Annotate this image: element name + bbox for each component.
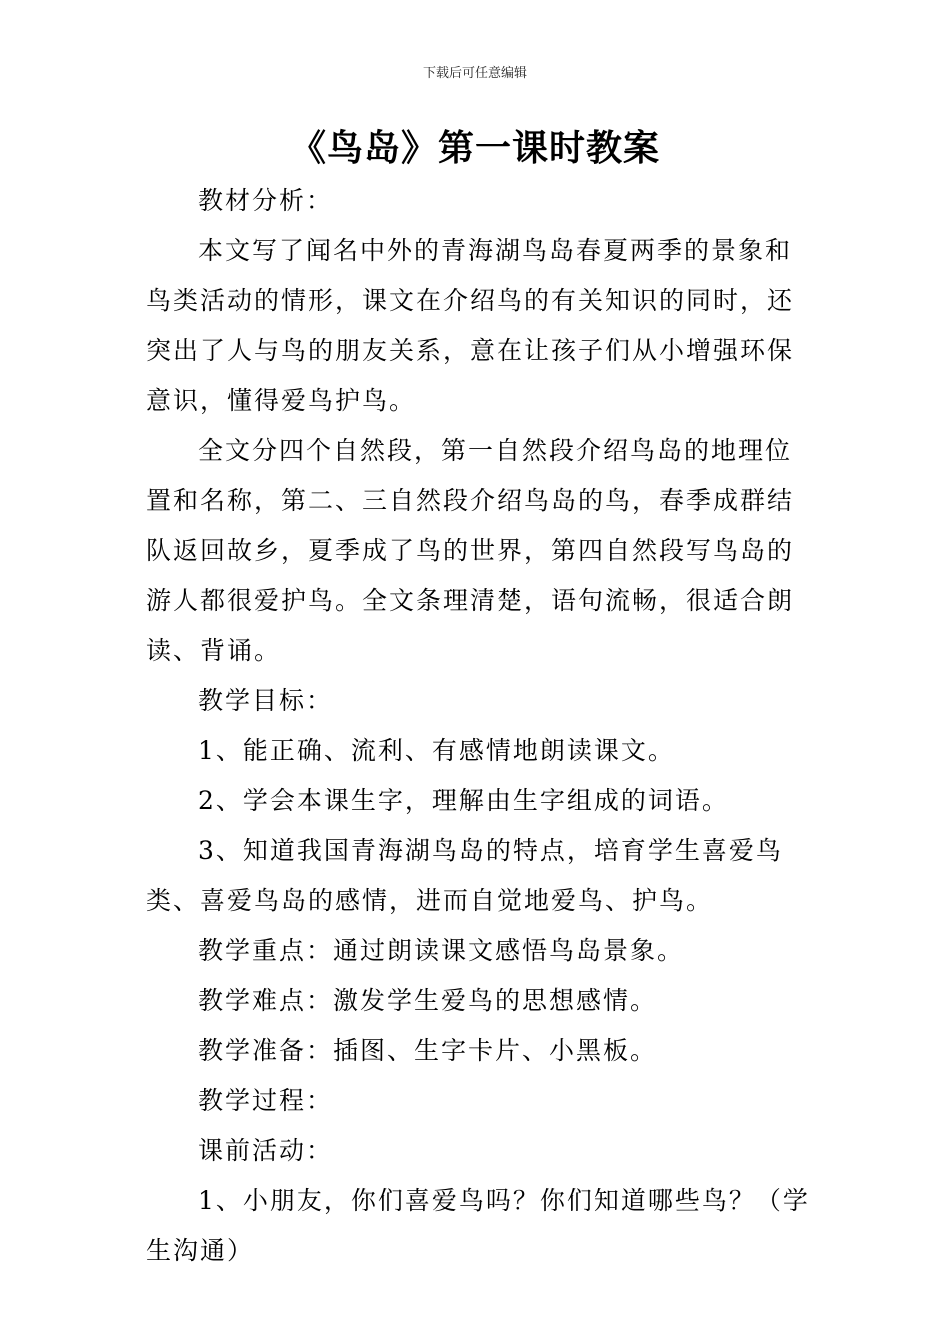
header-note: 下载后可任意编辑 xyxy=(422,66,527,81)
paragraph-text-structure: 全文分四个自然段，第一自然段介绍鸟岛的地理位置和名称，第二、三自然段介绍鸟岛的鸟，春季成群结队返回故乡，夏季成了鸟的世界，第四自然段写鸟岛的游人都很爱护鸟。全文条理清楚，语句流畅，很适合朗读、背诵。 xyxy=(146,436,795,665)
document-body xyxy=(146,176,810,1276)
teaching-key-point: 教学重点：通过朗读课文感悟鸟岛景象。 xyxy=(198,936,685,965)
activity-item-1: 1、小朋友，你们喜爱鸟吗？你们知道哪些鸟？（学生沟通） xyxy=(146,1186,810,1265)
paragraph-text-summary: 本文写了闻名中外的青海湖鸟岛春夏两季的景象和鸟类活动的情形，课文在介绍鸟的有关知识的同时，还突出了人与鸟的朋友关系，意在让孩子们从小增强环保意识，懂得爱鸟护鸟。 xyxy=(146,236,795,415)
goal-item-3: 3、知道我国青海湖鸟岛的特点，培育学生喜爱鸟类、喜爱鸟岛的感情，进而自觉地爱鸟、护鸟。 xyxy=(146,836,783,915)
goal-item-1: 1、能正确、流利、有感情地朗读课文。 xyxy=(198,736,675,765)
document-title: 《鸟岛》第一课时教案 xyxy=(289,128,660,169)
teaching-difficulty: 教学难点：激发学生爱鸟的思想感情。 xyxy=(198,986,658,1015)
teaching-preparation: 教学准备：插图、生字卡片、小黑板。 xyxy=(198,1036,658,1065)
section-heading-pre-class-activity: 课前活动： xyxy=(198,1136,334,1165)
section-heading-material-analysis: 教材分析： xyxy=(198,186,334,215)
goal-item-2: 2、学会本课生字，理解由生字组成的词语。 xyxy=(198,786,729,815)
section-heading-teaching-process: 教学过程： xyxy=(198,1086,334,1115)
section-heading-teaching-goals: 教学目标： xyxy=(198,686,334,715)
